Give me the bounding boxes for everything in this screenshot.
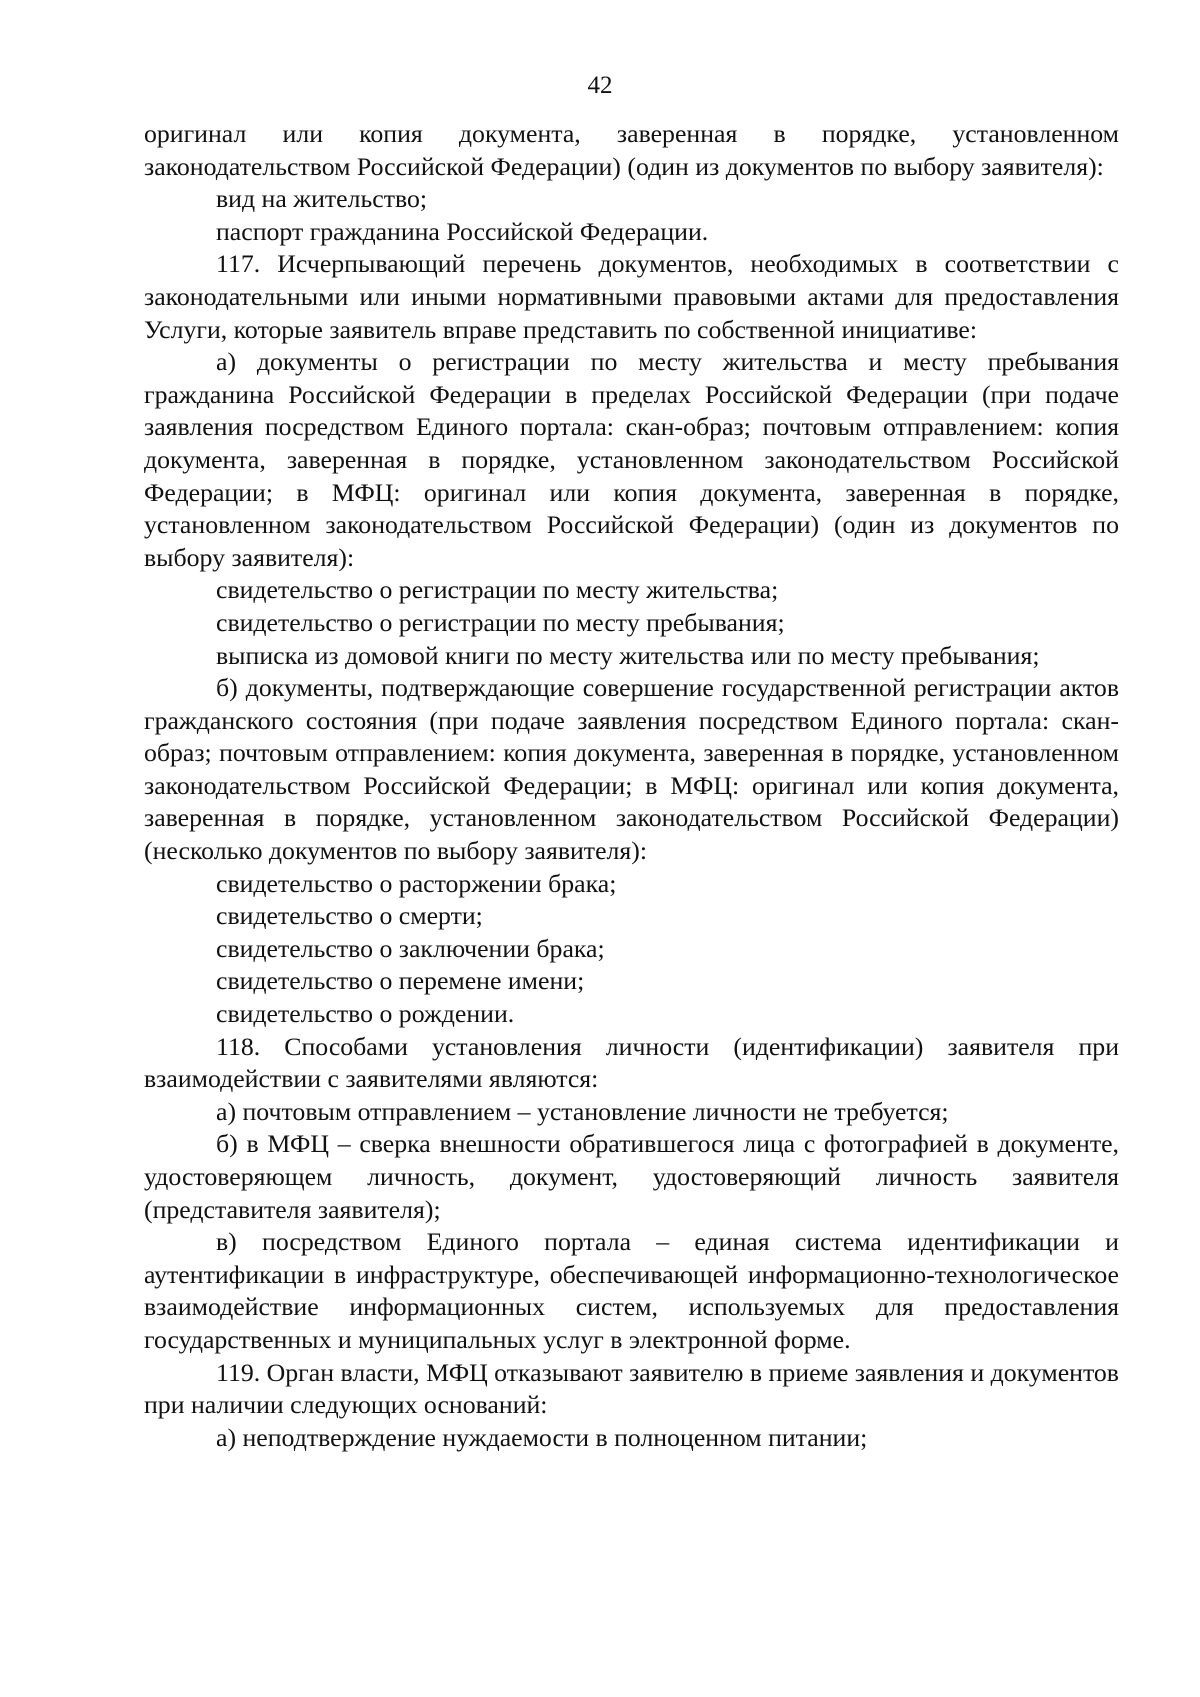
list-item: свидетельство о регистрации по месту жительства; <box>216 575 779 605</box>
clause-118: 118. Способами установления личности (идентификации) заявителя при взаимодействии с заявителями являются: <box>144 1031 1119 1094</box>
list-item: свидетельство о расторжении брака; <box>216 868 617 898</box>
list-item: свидетельство о регистрации по месту пребывания; <box>216 607 785 637</box>
subclause-119-a: а) неподтверждение нуждаемости в полноценном питании; <box>216 1422 868 1452</box>
subclause-117-a: а) документы о регистрации по месту жительства и месту пребывания гражданина Российской Федерации в пределах Российской Федерации (при подаче заявления посредством Единого портала: скан-образ; почтовым отправлением: копия документа, заверенная в порядке, установленном законодательством Российской Федерации; в МФЦ: оригинал или копия документа, заверенная в порядке, установленном законодательством Российской Федерации) (один из документов по выбору заявителя): <box>144 347 1119 572</box>
list-item: свидетельство о рождении. <box>216 999 515 1029</box>
clause-119: 119. Орган власти, МФЦ отказывают заявителю в приеме заявления и документов при наличии следующих оснований: <box>144 1357 1119 1420</box>
subclause-117-b: б) документы, подтверждающие совершение государственной регистрации актов гражданского состояния (при подаче заявления посредством Единого портала: скан-образ; почтовым отправлением: копия документа, заверенная в порядке, установленном законодательством Российской Федерации; в МФЦ: оригинал или копия документа, заверенная в порядке, установленном законодательством Российской Федерации) (несколько документов по выбору заявителя): <box>144 673 1119 866</box>
document-body <box>144 118 1119 1454</box>
paragraph-continuation: оригинал или копия документа, заверенная в порядке, установленном законодательством Российской Федерации) (один из документов по выбору заявителя): <box>144 119 1119 181</box>
list-item: выписка из домовой книги по месту жительства или по месту пребывания; <box>216 640 1040 670</box>
page-number: 42 <box>587 72 613 99</box>
list-item: свидетельство о смерти; <box>216 901 483 931</box>
list-item: вид на жительство; <box>216 184 428 214</box>
list-item: паспорт гражданина Российской Федерации. <box>216 216 709 246</box>
list-item: свидетельство о перемене имени; <box>216 966 585 996</box>
subclause-118-b: б) в МФЦ – сверка внешности обратившегося лица с фотографией в документе, удостоверяющем личность, документ, удостоверяющий личность заявителя (представителя заявителя); <box>144 1129 1119 1224</box>
list-item: свидетельство о заключении брака; <box>216 933 605 963</box>
subclause-118-a: а) почтовым отправлением – установление личности не требуется; <box>216 1096 949 1126</box>
subclause-118-c: в) посредством Единого портала – единая система идентификации и аутентификации в инфраструктуре, обеспечивающей информационно-технологическое взаимодействие информационных систем, используемых для предоставления государственных и муниципальных услуг в электронной форме. <box>144 1227 1119 1354</box>
clause-117: 117. Исчерпывающий перечень документов, необходимых в соответствии с законодательными или иными нормативными правовыми актами для предоставления Услуги, которые заявитель вправе представить по собственной инициативе: <box>144 249 1119 344</box>
